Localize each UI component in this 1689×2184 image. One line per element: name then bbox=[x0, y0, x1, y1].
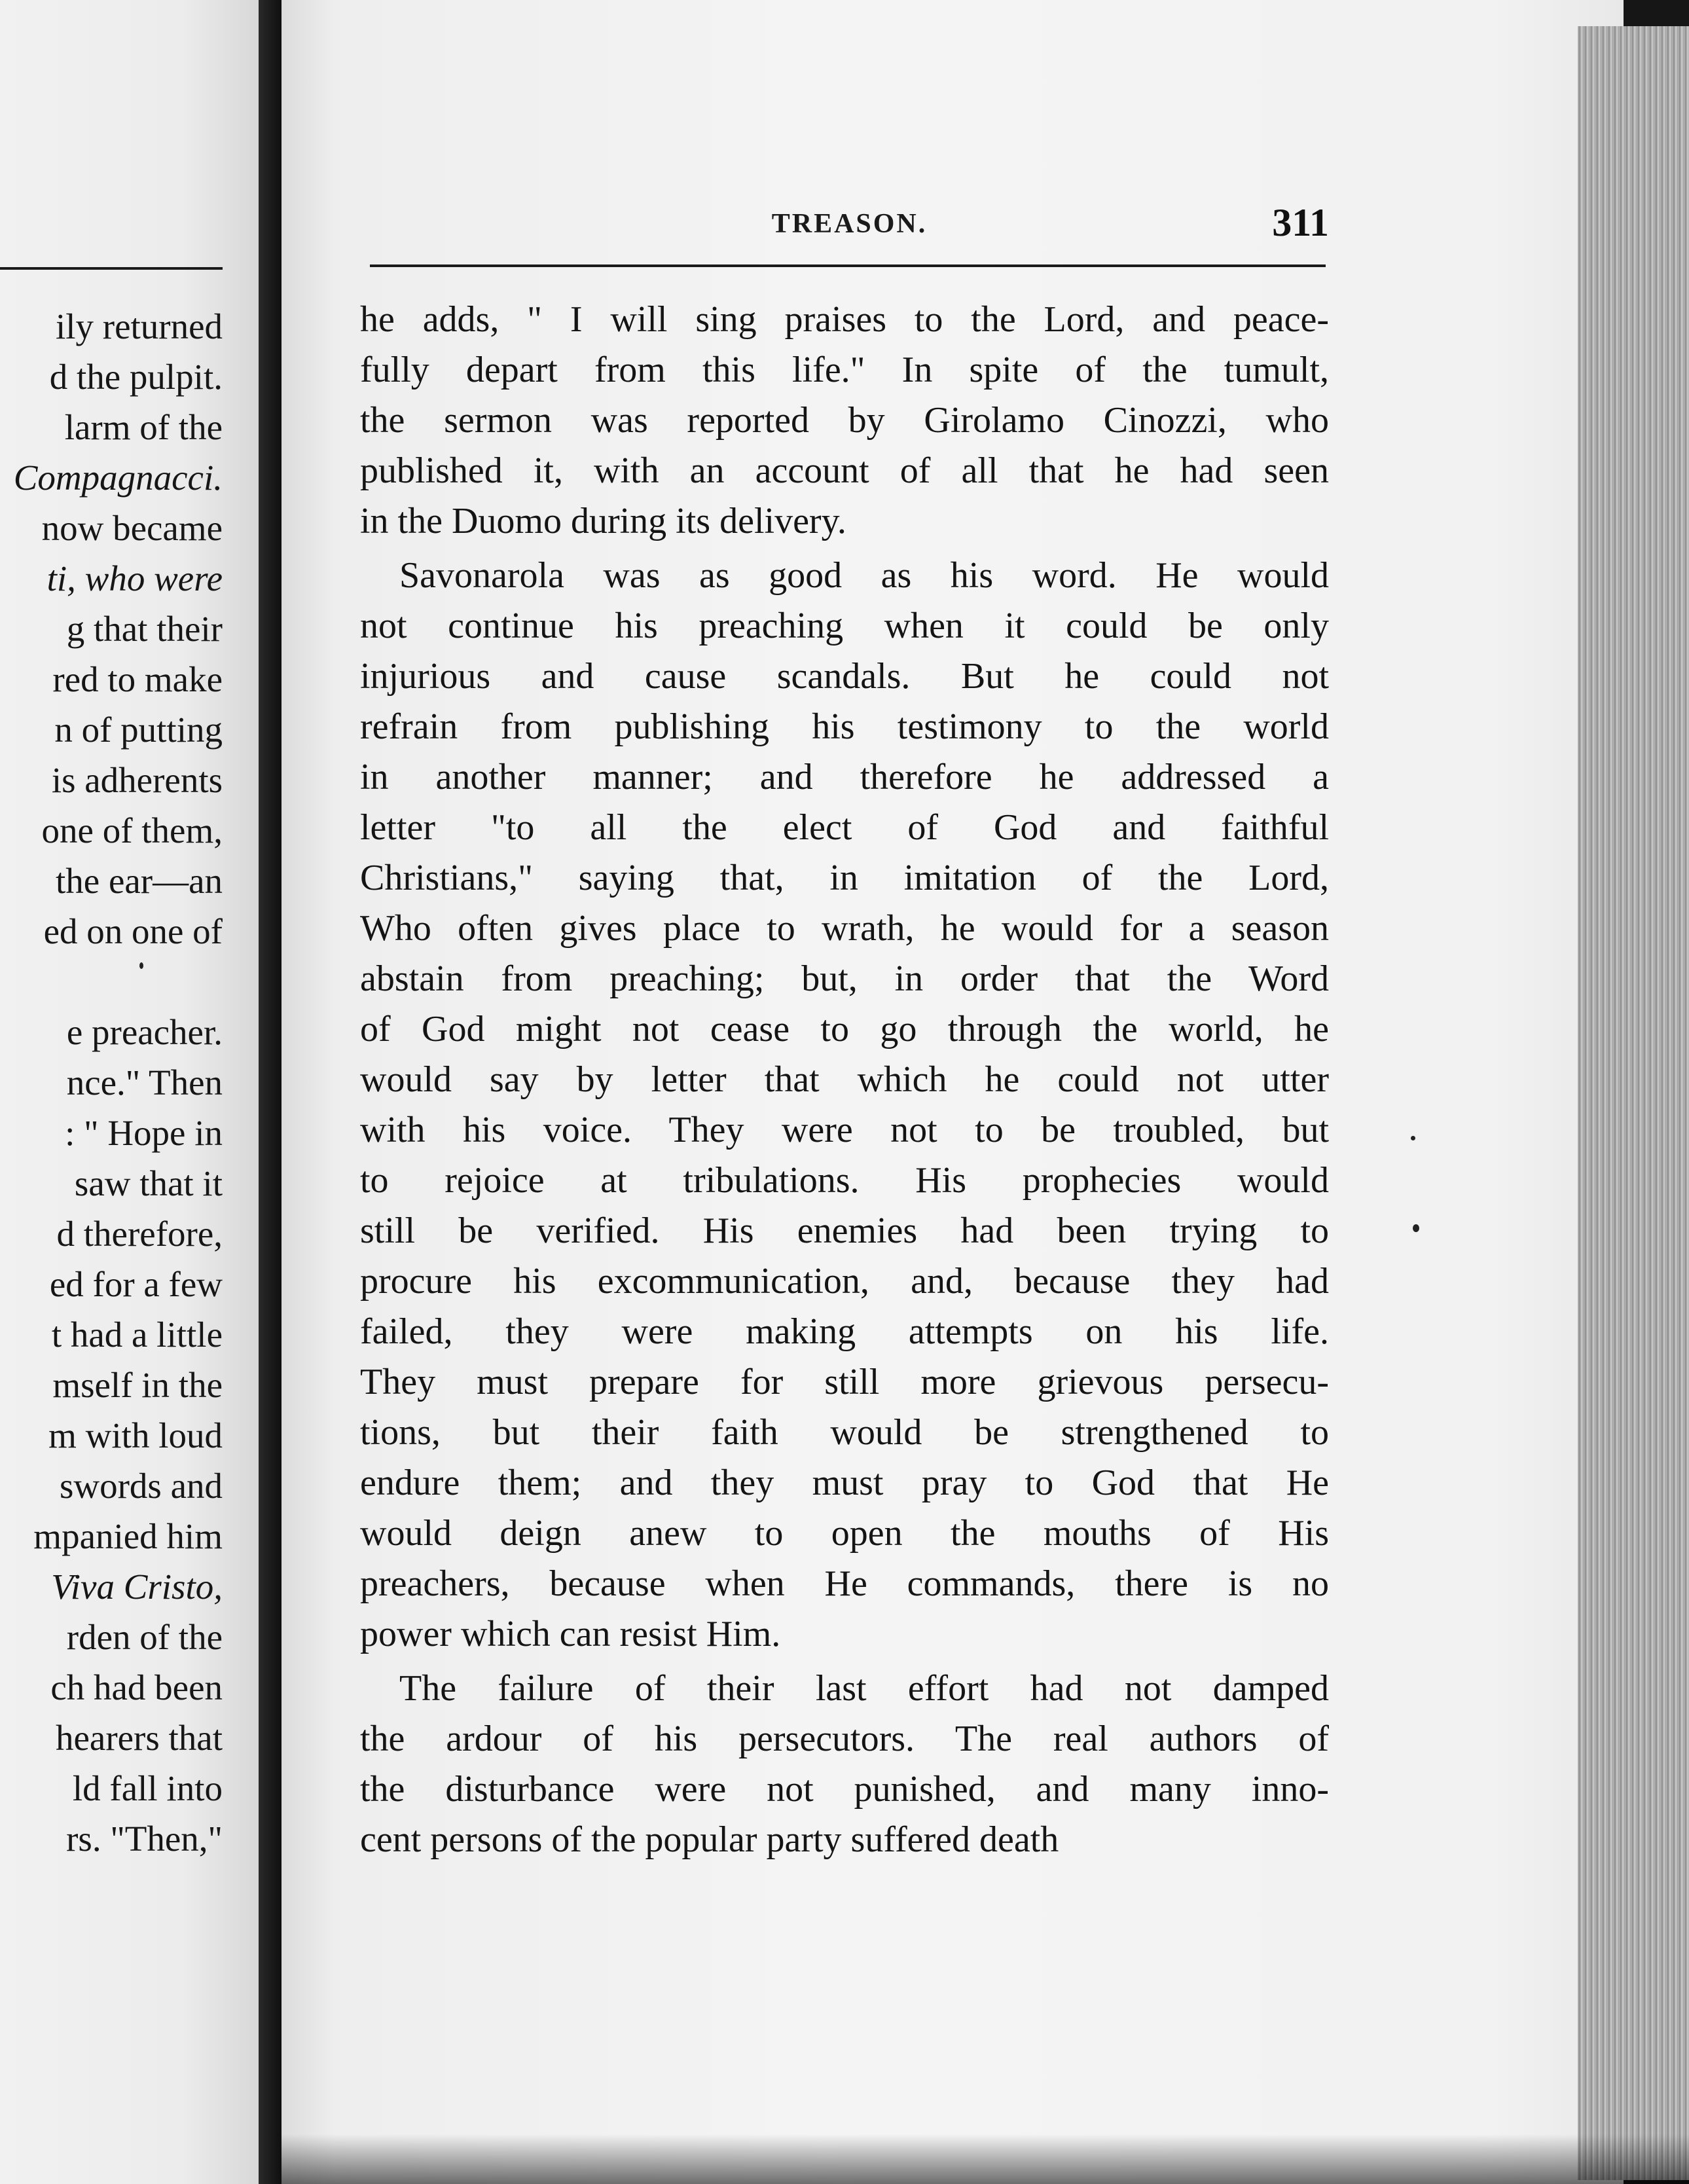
left-page-line: n of putting bbox=[54, 710, 223, 750]
text-line: published it, with an account of all that he had seen bbox=[360, 450, 1329, 491]
left-page-line: m with loud bbox=[48, 1415, 223, 1455]
text-line: would say by letter that which he could not utter bbox=[360, 1059, 1329, 1100]
left-page-line: now became bbox=[41, 508, 223, 548]
left-page-line: e preacher. bbox=[66, 1012, 223, 1052]
left-page-line: g that their bbox=[66, 609, 223, 649]
left-page-line: red to make bbox=[52, 659, 223, 699]
text-line: The failure of their last effort had not damped bbox=[399, 1668, 1329, 1709]
text-line: not continue his preaching when it could be only bbox=[360, 606, 1329, 646]
left-page bbox=[0, 0, 259, 2184]
text-line: he adds, " I will sing praises to the Lord, and peace- bbox=[360, 299, 1329, 340]
text-line: to rejoice at tribulations. His prophecies would bbox=[360, 1160, 1329, 1201]
left-page-line: ed for a few bbox=[49, 1264, 223, 1304]
text-line: preachers, because when He commands, there is no bbox=[360, 1563, 1329, 1604]
text-line: failed, they were making attempts on his life. bbox=[360, 1311, 1329, 1352]
text-line: Christians," saying that, in imitation of the Lord, bbox=[360, 858, 1329, 898]
left-page-line: ld fall into bbox=[72, 1768, 223, 1808]
text-line: of God might not cease to go through the world, he bbox=[360, 1009, 1329, 1049]
text-line: Who often gives place to wrath, he would for a season bbox=[360, 908, 1329, 949]
page-number: 311 bbox=[1272, 201, 1329, 244]
scan-speck bbox=[139, 962, 143, 969]
text-line: would deign anew to open the mouths of His bbox=[360, 1513, 1329, 1554]
left-page-line: Compagnacci. bbox=[13, 458, 223, 498]
left-header-rule bbox=[0, 267, 223, 270]
left-page-line: swords and bbox=[59, 1466, 223, 1506]
left-page-line: hearers that bbox=[56, 1718, 223, 1758]
text-line: injurious and cause scandals. But he could not bbox=[360, 656, 1329, 697]
left-page-line: d the pulpit. bbox=[49, 357, 223, 397]
page-edges bbox=[1578, 26, 1689, 2180]
scan-speck bbox=[1411, 1136, 1415, 1140]
text-line: abstain from preaching; but, in order that the Word bbox=[360, 958, 1329, 999]
text-line: still be verified. His enemies had been trying to bbox=[360, 1210, 1329, 1251]
left-page-line bbox=[0, 956, 223, 1007]
left-page-line: larm of the bbox=[64, 407, 223, 447]
text-line: the ardour of his persecutors. The real authors of bbox=[360, 1719, 1329, 1759]
text-line: procure his excommunication, and, because they had bbox=[360, 1261, 1329, 1301]
left-page-line: ti, who were bbox=[46, 558, 223, 598]
left-page-line: mpanied him bbox=[33, 1516, 223, 1556]
text-line: the sermon was reported by Girolamo Cinozzi, who bbox=[360, 400, 1329, 441]
left-page-line: rs. "Then," bbox=[66, 1819, 223, 1859]
text-line: Savonarola was as good as his word. He would bbox=[399, 555, 1329, 596]
left-page-line: is adherents bbox=[51, 760, 223, 800]
text-line: tions, but their faith would be strengthened to bbox=[360, 1412, 1329, 1453]
left-page-line: the ear—an bbox=[56, 861, 223, 901]
text-line: cent persons of the popular party suffered death bbox=[360, 1819, 1059, 1860]
text-line: refrain from publishing his testimony to the world bbox=[360, 706, 1329, 747]
running-head bbox=[370, 201, 1329, 267]
body-text bbox=[360, 295, 1329, 1865]
left-page-line: nce." Then bbox=[66, 1063, 223, 1102]
left-page-line: Viva Cristo, bbox=[51, 1567, 223, 1607]
left-page-line: rden of the bbox=[66, 1617, 223, 1657]
text-line: power which can resist Him. bbox=[360, 1614, 781, 1654]
running-head-title: TREASON. bbox=[771, 209, 928, 239]
text-line: They must prepare for still more grievous persecu- bbox=[360, 1362, 1329, 1402]
text-line: fully depart from this life." In spite of the tumult, bbox=[360, 350, 1329, 390]
left-page-line: one of them, bbox=[41, 810, 223, 850]
left-page-line: ed on one of bbox=[43, 911, 223, 951]
left-page-text bbox=[0, 301, 223, 1864]
left-page-line: ily returned bbox=[55, 306, 223, 346]
left-page-line: saw that it bbox=[74, 1163, 223, 1203]
header-rule bbox=[370, 264, 1326, 267]
left-page-line: t had a little bbox=[51, 1315, 223, 1355]
text-line: with his voice. They were not to be troubled, but bbox=[360, 1110, 1329, 1150]
text-line: letter "to all the elect of God and faithful bbox=[360, 807, 1329, 848]
left-page-line: d therefore, bbox=[56, 1214, 223, 1254]
text-line: the disturbance were not punished, and many inno- bbox=[360, 1769, 1329, 1810]
scan-speck bbox=[1413, 1224, 1419, 1232]
left-page-line: : " Hope in bbox=[65, 1113, 223, 1153]
text-line: in another manner; and therefore he addressed a bbox=[360, 757, 1329, 797]
left-page-line: mself in the bbox=[52, 1365, 223, 1405]
left-page-line: ch had been bbox=[50, 1667, 223, 1707]
bottom-shadow bbox=[282, 2134, 1689, 2184]
text-line: in the Duomo during its delivery. bbox=[360, 501, 846, 541]
text-line: endure them; and they must pray to God that He bbox=[360, 1463, 1329, 1503]
